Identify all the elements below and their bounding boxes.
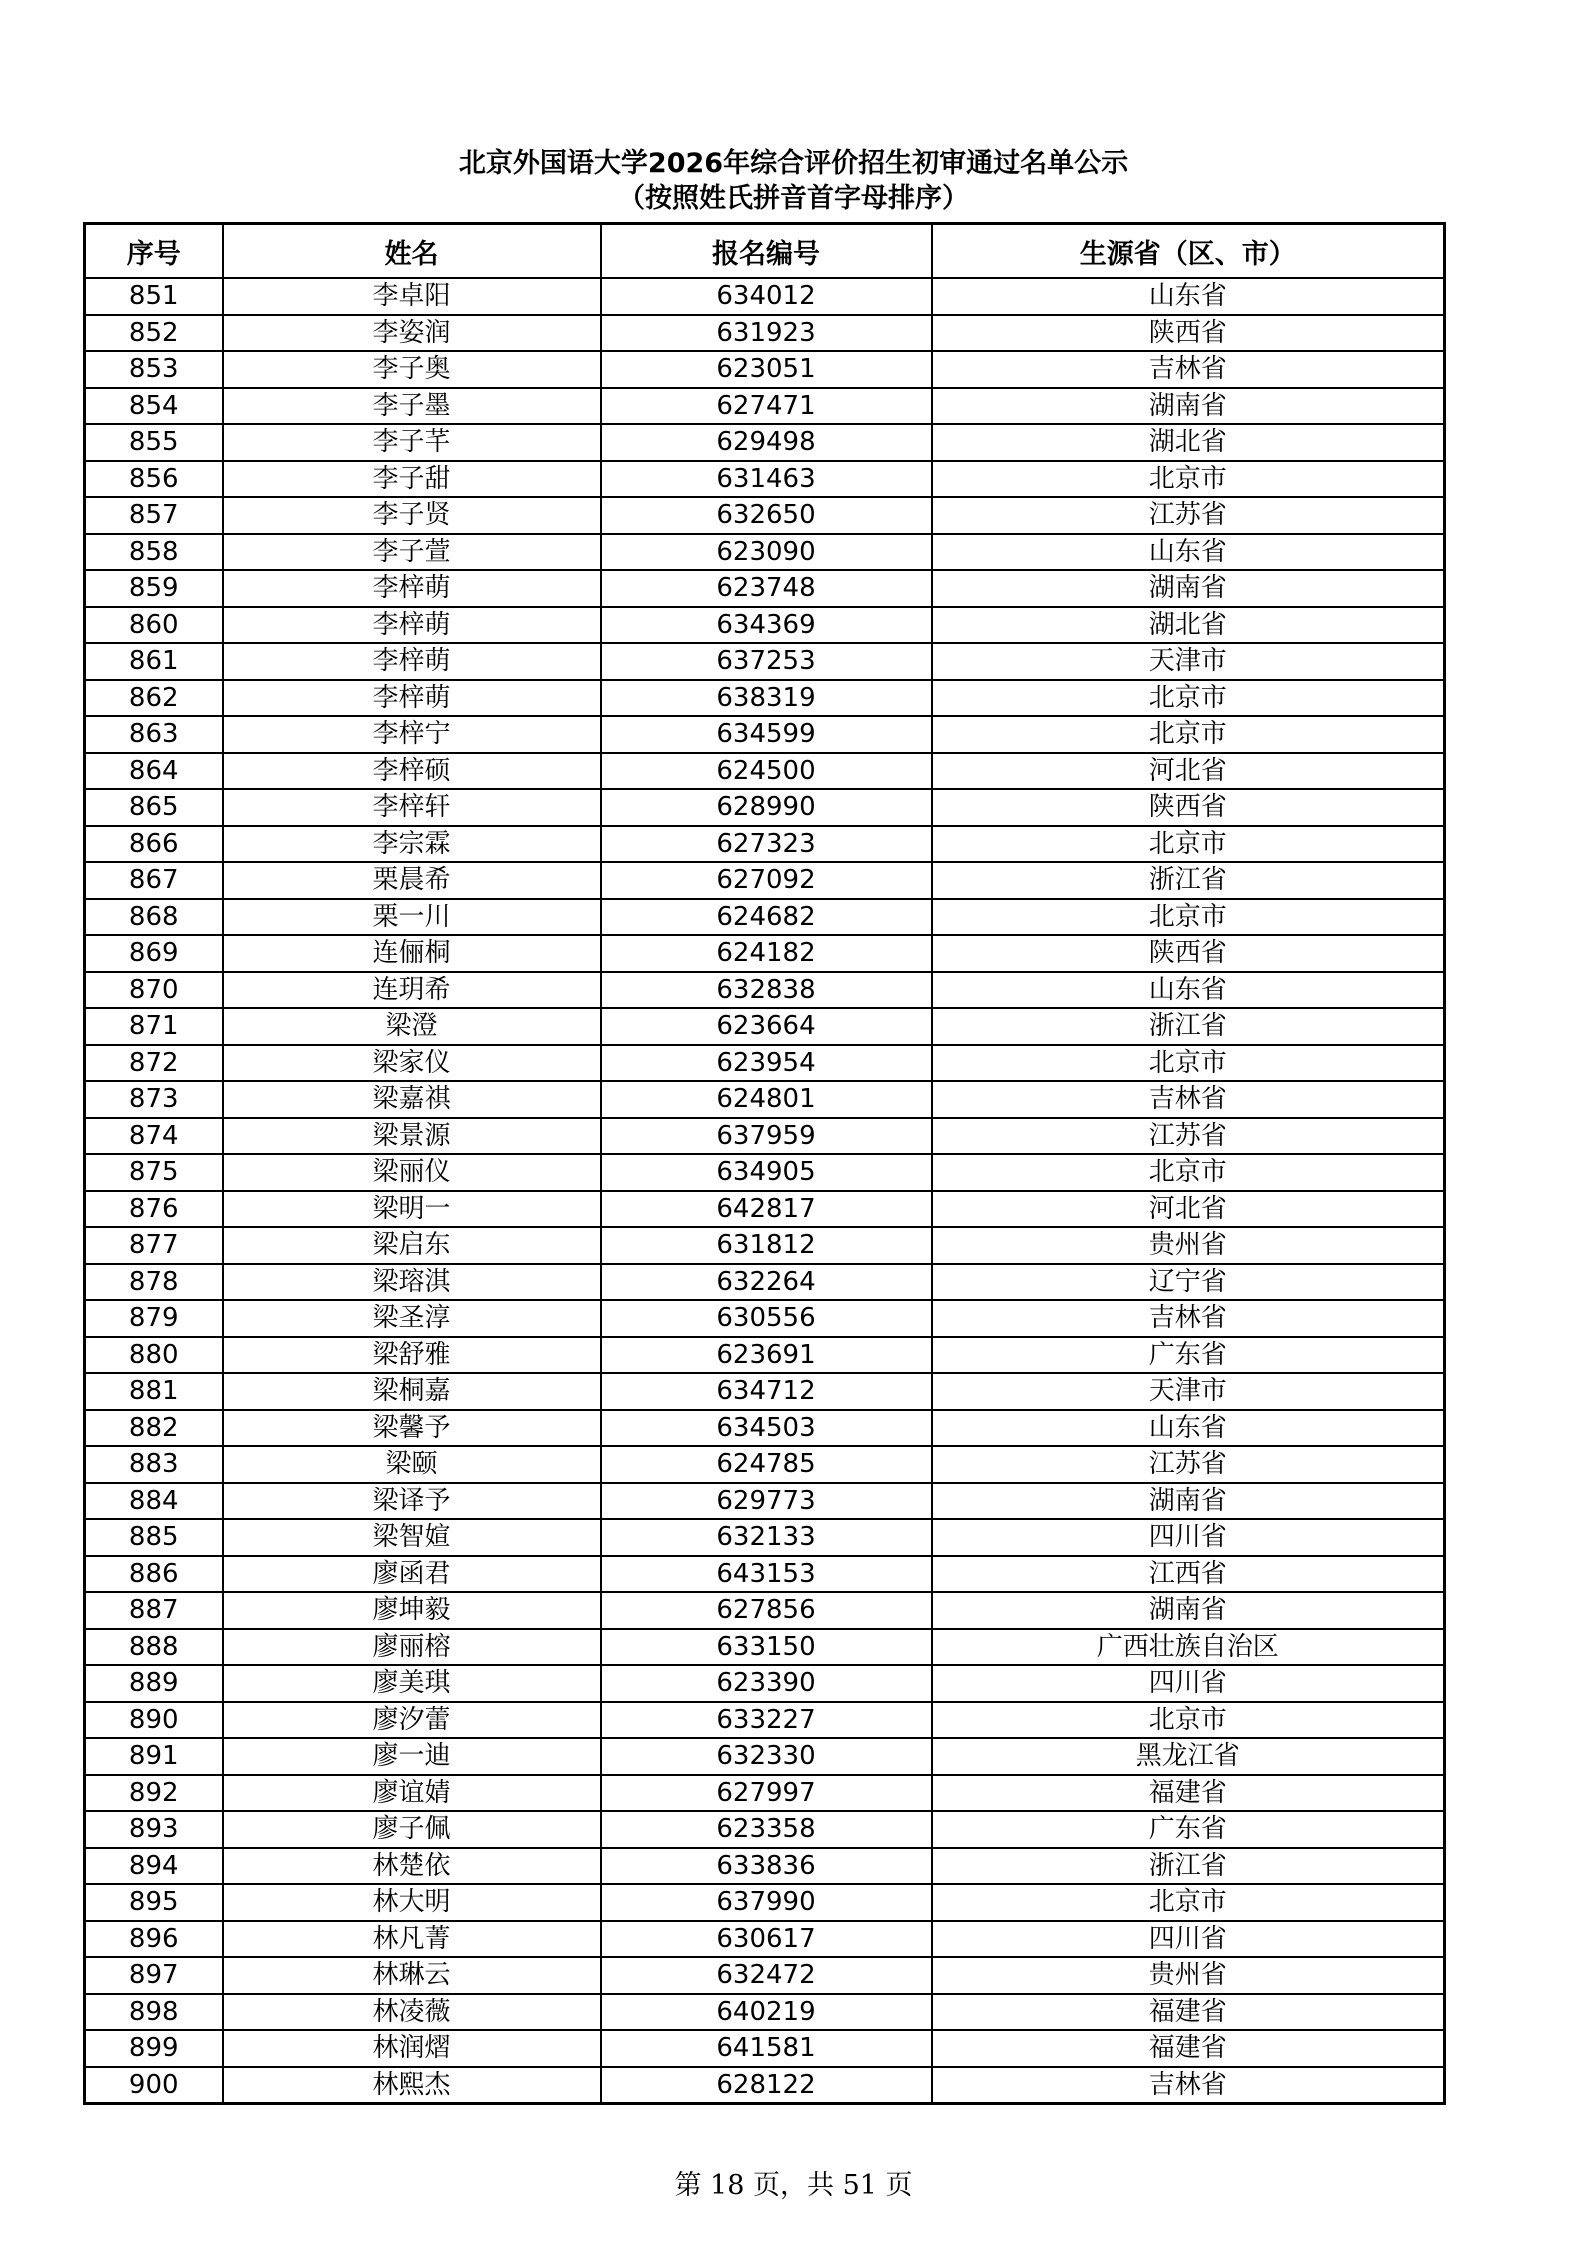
cell-index: 878 (85, 1264, 223, 1301)
cell-index: 884 (85, 1483, 223, 1520)
cell-registration-number: 623390 (601, 1665, 932, 1702)
cell-registration-number: 634905 (601, 1154, 932, 1191)
table-row (85, 1483, 1445, 1520)
cell-registration-number: 628990 (601, 789, 932, 826)
cell-province: 北京市 (932, 716, 1445, 753)
cell-province: 广西壮族自治区 (932, 1629, 1445, 1666)
cell-registration-number: 634012 (601, 278, 932, 315)
cell-index: 873 (85, 1081, 223, 1118)
cell-province: 吉林省 (932, 1081, 1445, 1118)
table-row (85, 424, 1445, 461)
cell-province: 山东省 (932, 534, 1445, 571)
cell-index: 876 (85, 1191, 223, 1228)
cell-province: 湖南省 (932, 388, 1445, 425)
cell-province: 陕西省 (932, 935, 1445, 972)
cell-name: 李子甜 (223, 461, 601, 498)
cell-registration-number: 637253 (601, 643, 932, 680)
cell-name: 李子贤 (223, 497, 601, 534)
cell-name: 梁澄 (223, 1008, 601, 1045)
table-row (85, 1045, 1445, 1082)
cell-registration-number: 641581 (601, 2030, 932, 2067)
cell-index: 897 (85, 1957, 223, 1994)
cell-index: 879 (85, 1300, 223, 1337)
cell-name: 连玥希 (223, 972, 601, 1009)
cell-province: 北京市 (932, 1045, 1445, 1082)
cell-name: 梁桐嘉 (223, 1373, 601, 1410)
cell-registration-number: 627997 (601, 1775, 932, 1812)
table-row (85, 789, 1445, 826)
table-row (85, 388, 1445, 425)
cell-index: 891 (85, 1738, 223, 1775)
cell-province: 浙江省 (932, 1008, 1445, 1045)
table-row (85, 1738, 1445, 1775)
applicant-table (83, 222, 1446, 2105)
cell-index: 863 (85, 716, 223, 753)
cell-registration-number: 638319 (601, 680, 932, 717)
cell-province: 四川省 (932, 1519, 1445, 1556)
cell-registration-number: 623954 (601, 1045, 932, 1082)
cell-name: 林琳云 (223, 1957, 601, 1994)
cell-index: 881 (85, 1373, 223, 1410)
cell-province: 吉林省 (932, 1300, 1445, 1337)
cell-index: 899 (85, 2030, 223, 2067)
table-row (85, 1373, 1445, 1410)
cell-province: 江西省 (932, 1556, 1445, 1593)
table-row (85, 643, 1445, 680)
page-title: 北京外国语大学2026年综合评价招生初审通过名单公示 (458, 148, 1129, 179)
cell-index: 880 (85, 1337, 223, 1374)
cell-registration-number: 634712 (601, 1373, 932, 1410)
cell-registration-number: 632264 (601, 1264, 932, 1301)
cell-registration-number: 624785 (601, 1446, 932, 1483)
cell-registration-number: 632133 (601, 1519, 932, 1556)
cell-province: 陕西省 (932, 789, 1445, 826)
cell-index: 894 (85, 1848, 223, 1885)
cell-name: 李梓萌 (223, 607, 601, 644)
cell-province: 湖南省 (932, 1592, 1445, 1629)
table-row (85, 716, 1445, 753)
cell-index: 857 (85, 497, 223, 534)
cell-index: 892 (85, 1775, 223, 1812)
cell-name: 林楚依 (223, 1848, 601, 1885)
cell-province: 河北省 (932, 753, 1445, 790)
table-row (85, 2030, 1445, 2067)
cell-index: 877 (85, 1227, 223, 1264)
cell-registration-number: 623748 (601, 570, 932, 607)
table-row (85, 1884, 1445, 1921)
cell-province: 黑龙江省 (932, 1738, 1445, 1775)
cell-registration-number: 634503 (601, 1410, 932, 1447)
cell-registration-number: 629773 (601, 1483, 932, 1520)
table-row (85, 1446, 1445, 1483)
cell-registration-number: 628122 (601, 2067, 932, 2104)
cell-registration-number: 631812 (601, 1227, 932, 1264)
cell-name: 林大明 (223, 1884, 601, 1921)
cell-name: 林凌薇 (223, 1994, 601, 2031)
table-body (85, 278, 1445, 2104)
cell-name: 林熙杰 (223, 2067, 601, 2104)
cell-province: 山东省 (932, 972, 1445, 1009)
table-row (85, 570, 1445, 607)
cell-name: 梁启东 (223, 1227, 601, 1264)
cell-index: 851 (85, 278, 223, 315)
cell-province: 湖北省 (932, 424, 1445, 461)
cell-province: 江苏省 (932, 1118, 1445, 1155)
cell-province: 四川省 (932, 1665, 1445, 1702)
table-row (85, 680, 1445, 717)
cell-name: 栗一川 (223, 899, 601, 936)
cell-registration-number: 623051 (601, 351, 932, 388)
cell-index: 889 (85, 1665, 223, 1702)
cell-registration-number: 630556 (601, 1300, 932, 1337)
cell-registration-number: 623691 (601, 1337, 932, 1374)
cell-registration-number: 624500 (601, 753, 932, 790)
cell-name: 梁家仪 (223, 1045, 601, 1082)
cell-name: 梁舒雅 (223, 1337, 601, 1374)
cell-province: 天津市 (932, 1373, 1445, 1410)
cell-registration-number: 624801 (601, 1081, 932, 1118)
cell-name: 廖坤毅 (223, 1592, 601, 1629)
cell-registration-number: 632330 (601, 1738, 932, 1775)
cell-index: 895 (85, 1884, 223, 1921)
table-row (85, 1702, 1445, 1739)
cell-registration-number: 623358 (601, 1811, 932, 1848)
cell-index: 875 (85, 1154, 223, 1191)
table-row (85, 862, 1445, 899)
cell-name: 梁丽仪 (223, 1154, 601, 1191)
cell-province: 北京市 (932, 1702, 1445, 1739)
page-subtitle: （按照姓氏拼音首字母排序） (618, 183, 969, 214)
cell-province: 贵州省 (932, 1227, 1445, 1264)
cell-name: 李子奥 (223, 351, 601, 388)
cell-province: 山东省 (932, 278, 1445, 315)
cell-index: 896 (85, 1921, 223, 1958)
cell-province: 吉林省 (932, 2067, 1445, 2104)
cell-name: 廖一迪 (223, 1738, 601, 1775)
cell-index: 865 (85, 789, 223, 826)
cell-name: 廖子佩 (223, 1811, 601, 1848)
cell-registration-number: 627092 (601, 862, 932, 899)
table-row (85, 1811, 1445, 1848)
header-registration-number: 报名编号 (601, 224, 932, 279)
cell-name: 李子萱 (223, 534, 601, 571)
cell-province: 北京市 (932, 680, 1445, 717)
cell-name: 栗晨希 (223, 862, 601, 899)
cell-province: 吉林省 (932, 351, 1445, 388)
table-row (85, 278, 1445, 315)
table-row (85, 753, 1445, 790)
cell-index: 898 (85, 1994, 223, 2031)
cell-name: 梁馨予 (223, 1410, 601, 1447)
table-row (85, 1957, 1445, 1994)
table-row (85, 315, 1445, 352)
table-row (85, 1081, 1445, 1118)
table-row (85, 1921, 1445, 1958)
table-row (85, 1592, 1445, 1629)
cell-province: 北京市 (932, 461, 1445, 498)
cell-province: 广东省 (932, 1337, 1445, 1374)
cell-province: 天津市 (932, 643, 1445, 680)
cell-name: 李梓萌 (223, 680, 601, 717)
cell-index: 872 (85, 1045, 223, 1082)
cell-index: 866 (85, 826, 223, 863)
cell-registration-number: 633227 (601, 1702, 932, 1739)
table-row (85, 1775, 1445, 1812)
cell-registration-number: 624682 (601, 899, 932, 936)
cell-name: 李卓阳 (223, 278, 601, 315)
cell-name: 梁圣淳 (223, 1300, 601, 1337)
cell-registration-number: 624182 (601, 935, 932, 972)
cell-registration-number: 640219 (601, 1994, 932, 2031)
cell-registration-number: 627471 (601, 388, 932, 425)
cell-province: 浙江省 (932, 1848, 1445, 1885)
table-row (85, 1227, 1445, 1264)
cell-province: 北京市 (932, 826, 1445, 863)
cell-index: 853 (85, 351, 223, 388)
cell-province: 陕西省 (932, 315, 1445, 352)
table-row (85, 1300, 1445, 1337)
cell-registration-number: 631463 (601, 461, 932, 498)
cell-index: 871 (85, 1008, 223, 1045)
cell-index: 861 (85, 643, 223, 680)
header-index: 序号 (85, 224, 223, 279)
cell-index: 893 (85, 1811, 223, 1848)
cell-registration-number: 643153 (601, 1556, 932, 1593)
cell-province: 四川省 (932, 1921, 1445, 1958)
cell-name: 李梓萌 (223, 643, 601, 680)
table-row (85, 534, 1445, 571)
cell-index: 864 (85, 753, 223, 790)
cell-province: 贵州省 (932, 1957, 1445, 1994)
table-row (85, 1410, 1445, 1447)
cell-province: 广东省 (932, 1811, 1445, 1848)
cell-registration-number: 631923 (601, 315, 932, 352)
table-row (85, 1008, 1445, 1045)
cell-registration-number: 627323 (601, 826, 932, 863)
table-row (85, 1154, 1445, 1191)
cell-province: 江苏省 (932, 497, 1445, 534)
cell-province: 湖北省 (932, 607, 1445, 644)
cell-index: 868 (85, 899, 223, 936)
cell-index: 886 (85, 1556, 223, 1593)
cell-registration-number: 634599 (601, 716, 932, 753)
cell-province: 江苏省 (932, 1446, 1445, 1483)
cell-name: 李姿润 (223, 315, 601, 352)
table-row (85, 1994, 1445, 2031)
table-row (85, 1519, 1445, 1556)
cell-name: 李梓轩 (223, 789, 601, 826)
cell-registration-number: 642817 (601, 1191, 932, 1228)
cell-province: 福建省 (932, 2030, 1445, 2067)
cell-registration-number: 630617 (601, 1921, 932, 1958)
cell-province: 湖南省 (932, 570, 1445, 607)
cell-name: 梁瑢淇 (223, 1264, 601, 1301)
cell-registration-number: 633150 (601, 1629, 932, 1666)
cell-registration-number: 633836 (601, 1848, 932, 1885)
cell-province: 北京市 (932, 899, 1445, 936)
cell-province: 北京市 (932, 1154, 1445, 1191)
table-row (85, 1848, 1445, 1885)
cell-registration-number: 623664 (601, 1008, 932, 1045)
cell-name: 林润熠 (223, 2030, 601, 2067)
cell-name: 梁智媗 (223, 1519, 601, 1556)
cell-index: 859 (85, 570, 223, 607)
cell-province: 河北省 (932, 1191, 1445, 1228)
table-row (85, 935, 1445, 972)
cell-registration-number: 627856 (601, 1592, 932, 1629)
cell-index: 887 (85, 1592, 223, 1629)
cell-index: 882 (85, 1410, 223, 1447)
cell-index: 858 (85, 534, 223, 571)
cell-name: 廖函君 (223, 1556, 601, 1593)
cell-name: 李梓硕 (223, 753, 601, 790)
cell-name: 李子墨 (223, 388, 601, 425)
cell-registration-number: 637959 (601, 1118, 932, 1155)
cell-name: 林凡菁 (223, 1921, 601, 1958)
table-row (85, 1191, 1445, 1228)
cell-name: 李梓宁 (223, 716, 601, 753)
table-row (85, 1337, 1445, 1374)
cell-index: 855 (85, 424, 223, 461)
cell-index: 860 (85, 607, 223, 644)
cell-name: 梁嘉祺 (223, 1081, 601, 1118)
cell-index: 852 (85, 315, 223, 352)
cell-province: 福建省 (932, 1994, 1445, 2031)
cell-name: 廖汐蕾 (223, 1702, 601, 1739)
page-number: 第 18 页，共 51 页 (674, 2170, 913, 2201)
header-name: 姓名 (223, 224, 601, 279)
cell-name: 梁明一 (223, 1191, 601, 1228)
table-row (85, 1118, 1445, 1155)
cell-index: 888 (85, 1629, 223, 1666)
cell-index: 862 (85, 680, 223, 717)
table-row (85, 607, 1445, 644)
table-row (85, 1665, 1445, 1702)
cell-registration-number: 632650 (601, 497, 932, 534)
cell-index: 867 (85, 862, 223, 899)
cell-registration-number: 637990 (601, 1884, 932, 1921)
cell-index: 870 (85, 972, 223, 1009)
cell-index: 885 (85, 1519, 223, 1556)
cell-name: 梁颐 (223, 1446, 601, 1483)
cell-registration-number: 632472 (601, 1957, 932, 1994)
cell-name: 梁景源 (223, 1118, 601, 1155)
cell-registration-number: 634369 (601, 607, 932, 644)
cell-index: 856 (85, 461, 223, 498)
cell-name: 连俪桐 (223, 935, 601, 972)
cell-registration-number: 632838 (601, 972, 932, 1009)
cell-province: 浙江省 (932, 862, 1445, 899)
cell-name: 李梓萌 (223, 570, 601, 607)
table-row (85, 1629, 1445, 1666)
table-row (85, 2067, 1445, 2104)
header-province: 生源省（区、市） (932, 224, 1445, 279)
cell-name: 梁译予 (223, 1483, 601, 1520)
cell-index: 869 (85, 935, 223, 972)
cell-registration-number: 629498 (601, 424, 932, 461)
cell-name: 廖谊婧 (223, 1775, 601, 1812)
cell-province: 辽宁省 (932, 1264, 1445, 1301)
cell-registration-number: 623090 (601, 534, 932, 571)
cell-index: 854 (85, 388, 223, 425)
cell-name: 廖美琪 (223, 1665, 601, 1702)
table-header-row (85, 224, 1445, 279)
table-row (85, 1556, 1445, 1593)
table-row (85, 826, 1445, 863)
table-row (85, 497, 1445, 534)
cell-name: 廖丽榕 (223, 1629, 601, 1666)
cell-index: 900 (85, 2067, 223, 2104)
cell-index: 883 (85, 1446, 223, 1483)
table-row (85, 351, 1445, 388)
cell-index: 874 (85, 1118, 223, 1155)
cell-index: 890 (85, 1702, 223, 1739)
cell-province: 湖南省 (932, 1483, 1445, 1520)
table-row (85, 1264, 1445, 1301)
table-row (85, 461, 1445, 498)
cell-province: 山东省 (932, 1410, 1445, 1447)
cell-province: 北京市 (932, 1884, 1445, 1921)
table-row (85, 972, 1445, 1009)
cell-province: 福建省 (932, 1775, 1445, 1812)
cell-name: 李子芊 (223, 424, 601, 461)
cell-name: 李宗霖 (223, 826, 601, 863)
table-row (85, 899, 1445, 936)
